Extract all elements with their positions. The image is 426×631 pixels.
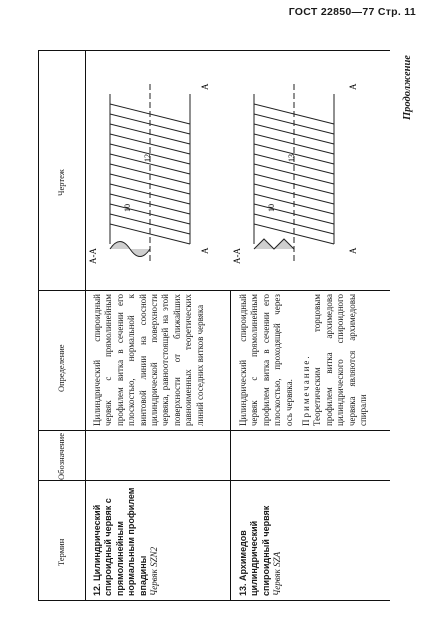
column-separator-term (38, 480, 390, 481)
row13-tooth-profile (254, 239, 294, 249)
row12-definition (92, 294, 206, 426)
row12-drawing (90, 54, 225, 286)
row13-section-label: А-А (232, 248, 242, 264)
row-separator (230, 290, 231, 600)
row13-term-symbol: Червяк SZA (272, 551, 283, 596)
row12-lead-label: 12 (143, 154, 152, 162)
row13-cut-label-top: А (348, 83, 358, 90)
row13-note-title: Примечание. (301, 354, 312, 426)
row13-note (301, 294, 369, 426)
row13-lead-label: 13 (287, 154, 296, 162)
page-header: ГОСТ 22850—77 Стр. 11 (288, 6, 416, 18)
row13-drawing (234, 54, 374, 286)
row13-definition-text: Цилиндрический спироидный червяк с прямолинейным профилем витка в сечении его плоскостью, проходящей через ось червяка. (238, 294, 294, 426)
column-header-definition: Определение (56, 344, 66, 392)
table-bottom-border (38, 600, 390, 601)
row12-term-symbol: Червяк SZN2 (149, 546, 160, 596)
row12-cut-label-bottom: А (200, 247, 210, 254)
table-left-border (38, 50, 39, 601)
row12-angle-label: 10 (123, 204, 132, 212)
row12-cut-label-top: А (200, 83, 210, 90)
row13-term-text: 13. Архимедов цилиндрический спироидный червяк (238, 505, 271, 596)
row13-section-view (254, 239, 294, 249)
row12-definition-text: Цилиндрический спироидный червяк с прямолинейным профилем витка в сечении его плоскостью, нормальной к винтовой линии на соосной цилиндрической поверхности червяка, равноотстоящей на этой поверхности от ближайших равноименных теоретических линий соседних витков червяка (92, 294, 205, 426)
column-header-drawing: Чертеж (56, 169, 66, 196)
column-header-term: Термин (56, 538, 66, 566)
row13-cut-label-bottom: А (348, 247, 358, 254)
continuation-label: Продолжение (402, 55, 413, 120)
table-top-border (38, 50, 390, 51)
row12-tooth-profile (110, 242, 150, 257)
column-header-designation: Обозначение (56, 433, 66, 480)
row13-definition (238, 294, 369, 426)
row12-term-text: 12. Цилиндрический спироидный червяк с прямолинейным нормальным профилем впадины (92, 487, 148, 596)
column-separator-definition (38, 290, 390, 291)
header-separator (85, 50, 86, 601)
row12-term (92, 486, 160, 596)
row12-section-view (110, 242, 150, 257)
row13-note-text: Теоретическим торцовым профилем витка архимедова цилиндрического спироидного червяка являются архимедовы спирали (312, 294, 369, 426)
row13-term (238, 486, 284, 596)
row12-section-label: А-А (88, 248, 98, 264)
row13-angle-label: 10 (267, 204, 276, 212)
column-separator-designation (38, 430, 390, 431)
